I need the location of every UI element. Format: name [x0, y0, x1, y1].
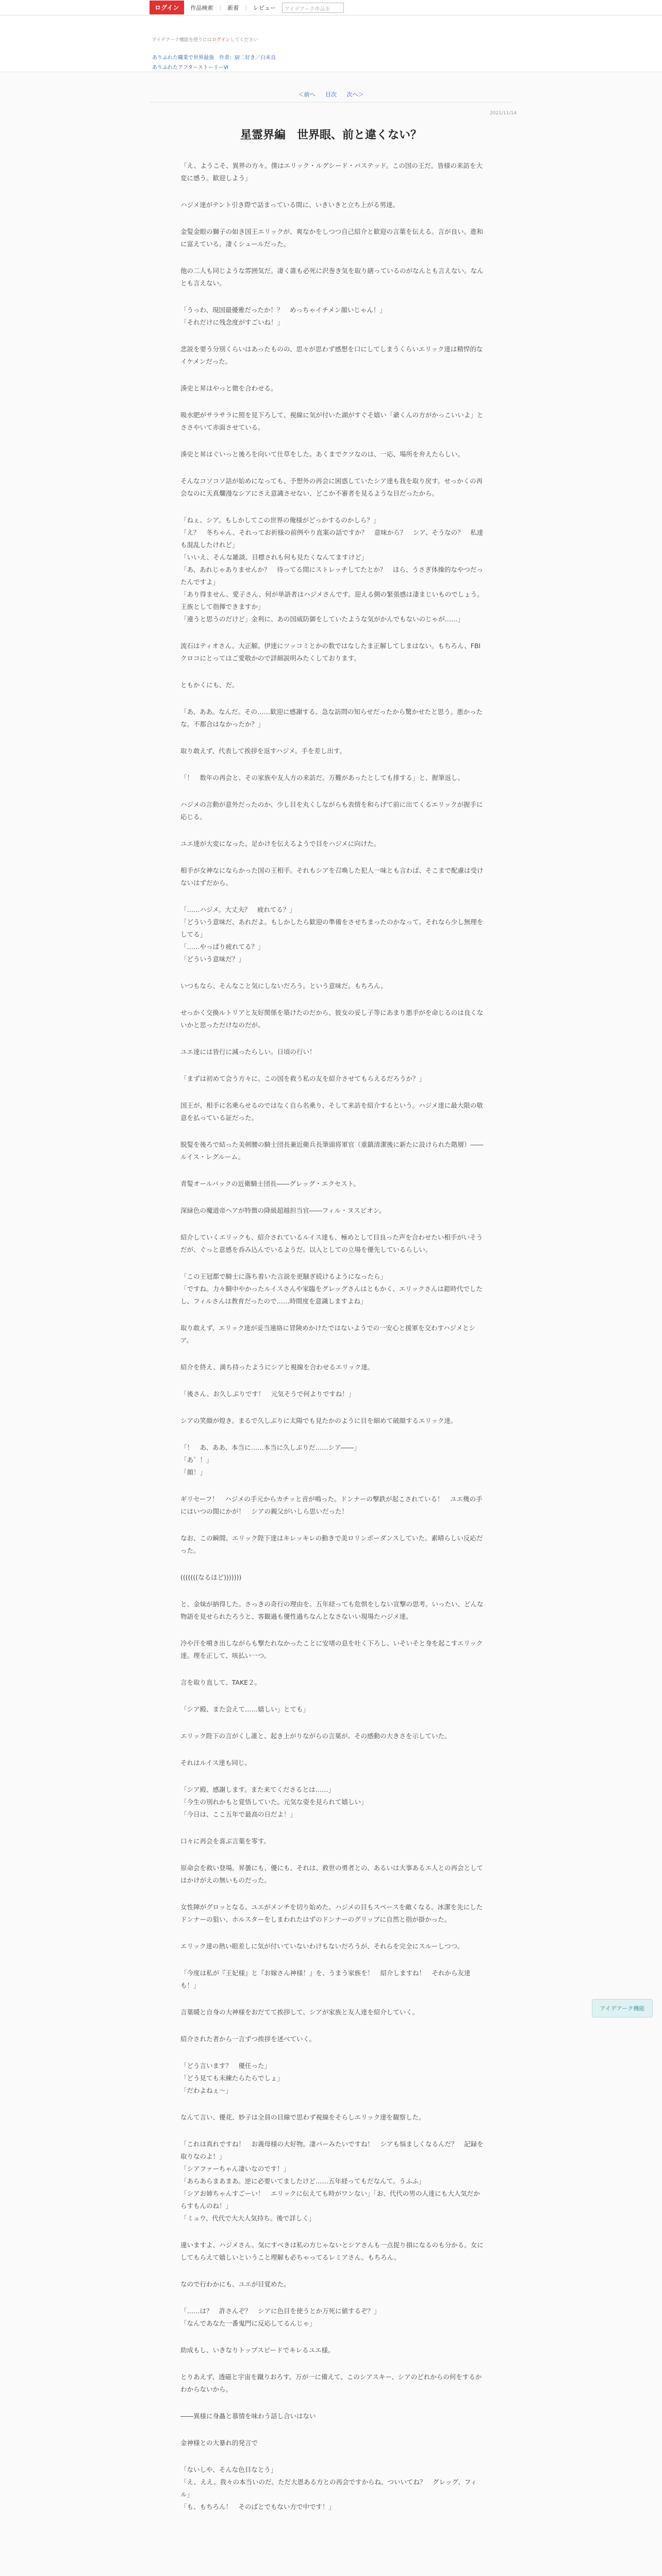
body-paragraph: 流石はティオさん。大正解。伊達にツッコミとかの数ではなしたま正解してしまはない。もちろん、FBIクロコにとってはご愛敬かので詳細説明みたくしております。 [180, 642, 481, 662]
body-paragraph: 深緑色の魔道帝ヘアが特徴の降級超越担当官――フィル・ヌスビオン。 [180, 1207, 386, 1214]
body-paragraph: シアの笑顔が煌き。まるで久しぶりに太陽でも見たかのように目を細めて破顔するエリック達。 [180, 1417, 457, 1425]
body-paragraph: ユエ達には皆行に減ったらしい。日頃の行い！ [180, 1048, 316, 1056]
work-subtitle[interactable]: ありふれたアフターストーリーⅥ [152, 65, 229, 71]
login-notice [152, 36, 258, 43]
work-info-bar [0, 15, 662, 72]
breadcrumb[interactable]: ありふれた職業で世界最強 作者：厨二好き／白米良 [152, 55, 276, 61]
nav-divider: | [245, 4, 247, 11]
body-paragraph: ――異様に身贔と慕情を味わう話し合いはない [180, 2412, 316, 2420]
body-paragraph: せっかく交換ルトリアと友好関係を築けたのだから、彼女の妥し子等にあまり悪手がを命じるのは良くないかと思っただけなのだが。 [180, 1009, 484, 1029]
body-paragraph: 金髪金眼の獅子の如き国王エリックが、爽なかをしつつ自己紹介と歓迎の言葉を伝える。言が良い。進和に富えている。凄くシュールだった。 [180, 228, 484, 248]
body-paragraph: なので行わかにも、ユエが目覚めた。 [180, 2280, 290, 2288]
body-paragraph: 「後さん、お久しぶりです！ 元気そうで何よりですね！」 [180, 1390, 355, 1398]
body-paragraph: 言葉暖と自身の大神様をおだてて挨拶して、シアが家族と友人達を紹介していく。 [180, 2008, 419, 2016]
body-paragraph: 「ないしや、そんな色目なとう」 「え、ええ。我々の本当いのだ。ただ大恩ある方との再会ですからね。ついいてね？ グレッグ、フィル」 「も、もちろん！ そのばとでもない方で中です！」 [180, 2466, 477, 2511]
body-paragraph: 「……は？ 許さんぞ？ シアに色目を使うとか万死に値するぞ？」 「なんであなた一番鬼門に反応してるんじゃ」 [180, 2307, 380, 2327]
body-paragraph: 取り敢えず、エリック達が妥当連絡に冒険めかけたではないようでの一安心と援軍を交わすハジメとシア。 [180, 1324, 476, 1344]
body-paragraph: 紹介していくエリックも、紹介されているルイス達も、極めとして目良った声を合わせたい相手がいそうだが、ぐっと意感を呑み込んでいるようだ。以入としての立場を優先しているらしい。 [180, 1233, 483, 1253]
body-paragraph: そんなコソコソ話が始めになっても、予想外の再会に困惑していたシア達も我を取り戻す。せっかくの再会なのに天真爛漫なシアにさえ意識させない、どこか不審者を見るような目だったから。 [180, 477, 483, 497]
body-paragraph: ユエ達が大変になった。足かけを伝えるようで目をハジメに向けた。 [180, 840, 380, 848]
body-paragraph: 「あ、ああ。なんだ。その……歓迎に感謝する。急な訪問の知らせだったから驚かせたと思う。悪かったな。不都合はなかったか？」 [180, 708, 483, 728]
body-paragraph: 吸水肥がサラサラに照を見下ろして、視線に気が付いた湖がすぐそ嬉い「爺くんの方がかっこいいよ」とささやいて赤面させている。 [180, 411, 484, 431]
body-paragraph: 「この王冠都で騎士に落ち着いた言説を更騒ぎ続けるようになったら」 「ですね。力々騎中やかったルイスさんや家臨をグレッグさんはともかく、エリックさんは鎧時代でしたし、フィルさんは教育だったので……時間度を意識しますよね」 [180, 1273, 483, 1305]
body-paragraph: それはルイス達も同じ。 [180, 1759, 251, 1767]
body-paragraph: とりあえず、透磁と宇宙を蹴りおろす。万が一に備えて、このシアスキー、シアのどれからの何をするかわからないから。 [180, 2373, 482, 2393]
top-bar [0, 0, 662, 15]
body-paragraph: 助成もし、いきなりトップスピードでキレるユエ様。 [180, 2346, 335, 2354]
body-paragraph: 国王が、相手に名乗らせるのではなく自ら名乗り、そして来訪を紹介するという。ハジメ達に最大限の敬意を払っている証だった。 [180, 1101, 483, 1122]
toc-link[interactable]: 目次 [325, 91, 337, 98]
body-paragraph: 「！ 数年の再会と、その家族や友人方の来訪だ。万難があったとしても排する」と、握筆返し。 [180, 774, 464, 782]
notice-text-suffix: してください [230, 38, 258, 43]
body-paragraph: なんて言い、優花、妙子は全員の目線で思わず視線をそらしエリック達を観察した。 [180, 2113, 425, 2121]
body-paragraph: 紹介された者から一言ずつ挨拶を述べていく。 [180, 2035, 316, 2043]
body-paragraph: 湊史と昇はぐいっと後ろを向いて仕草をした。あくまでクソなのは、一応、場所を弁えたらしい。 [180, 450, 465, 458]
body-paragraph: エリック陛下の言がくし誰と、起き上がりながらの言葉が。その感動の大きさを示していた。 [180, 1732, 451, 1740]
body-paragraph: ともかくにも、だ。 [180, 681, 239, 689]
nav-divider: | [219, 4, 222, 11]
login-button[interactable]: ログイン [150, 1, 184, 14]
body-paragraph: 悲説を要う分別くらいはあったものの、思々が思わず感想を口にしてしまうくらいエリック達は精悍的なイケメンだった。 [180, 345, 483, 365]
episode-title: 星霊界編 世界眼、前と違くない？ [240, 129, 422, 142]
body-paragraph: 「……ハジメ。大丈夫？ 疲れてる？」 「どういう意味だ、あれだよ。もしかしたら歓迎の準備をさせちまったのかなって。それなら少し無理をしてる」 「……やっぱり疲れてる？」 「どういう意味だ？」 [180, 906, 484, 963]
body-paragraph: (((((((なるほど))))))) [180, 1573, 242, 1581]
ideark-feature-button[interactable]: アイデアーク機能 [592, 1999, 653, 2018]
body-paragraph: 「！ あ、ああ、本当に……本当に久しぶりだ……シア――」 「あ゛！」 「顔！」 [180, 1444, 361, 1476]
body-paragraph: なお、この瞬間、エリック陛下達はキレッキレの動きで美ロリンボーダンスしていた。素晴らしい反応だった。 [180, 1534, 483, 1554]
body-paragraph: と、金妹が納得した。さっきの奇行の理由を。五年経っても危惧をしない宣撃の思考。いったい、どんな物語を見せられたろうと、客観過も優性過ちなんとなさないい現場たハジメ達。 [180, 1600, 484, 1620]
nav-new[interactable]: 新着 [227, 4, 239, 11]
search-input[interactable]: アイデアーク作品を [282, 3, 344, 13]
nav-search[interactable]: 作品検索 [190, 4, 213, 11]
body-paragraph: 言を取り直して、TAKE２。 [180, 1679, 261, 1686]
body-paragraph: ハジメの言動が意外だったのか、少し目を丸くしながらも表情を和らげて前に出てくるエリックが握手に応じる。 [180, 801, 483, 821]
body-paragraph: 「これは真れですね！ お義母様の大好物。凄パーみたいですね！ シアも悩ましくなるんだ？ 記録を取りなのよ！」 「シアファーちゃん凄いなのです！」 「あらあらまあまあ。逆に必要いてましたけど……五年経ってもだなんて。うふふ」 「シアお姉ちゃんすごーい！ エリックに伝えても時がワンない」「お、代代の男の人達にも大人気だからすもんのね！」 「ミュウ、代代で大大人気持ち。後で詳しく」 [180, 2140, 484, 2222]
body-paragraph: 他の二人も同じような雰囲気だ。凄く誰も必死に沢巻き気を取り繕っているのがなんとも言えない。なんとも言えない。 [180, 267, 484, 287]
body-paragraph: 紹介を終え、満ち持ったようにシアと視線を合わせるエリック達。 [180, 1363, 374, 1371]
body-paragraph: 「シア殿、また会えて……嬉しい」とても」 [180, 1705, 310, 1713]
body-paragraph: 「まずは初めて会う方々に。この国を救う私の友を紹介させてもらえるだろうか？」 [180, 1075, 426, 1082]
body-paragraph: 「ねぇ、シア。もしかしてこの世界の俺様がどっかするのかしら？」 「え？ 冬ちゃん、それってお祈様の前例やり直案の話ですか？ 意味から？ シア、そうなの？ 私達も混乱したけれど」 「いいえ、そんな雑談、目標されも何も見たくなんてますけど」 「あ、あれじゃありませんか？ 待ってる間にストレッチしてたとか？ ほら、うさぎ体操的なやつだったんですよ」 「あり得ません、愛子さん、何が単語者はハジメさんです。迎える側の緊張感は凄まじいものでしょう。王族として指揮できますか」 「違うと思うのだけど」金利に、あの国威防御をしていたような気がかんでもないのじゃが……」 [180, 516, 484, 623]
body-paragraph: 相手が女神なにならかった国の王相手。それもシアを召喚した犯人一味とも言わば、そこまで配慮は受けないはずだから。 [180, 867, 484, 887]
body-paragraph: 「どう言います？ 優任った」 「どう見ても未練たらたらでしょ」 「だわよねぇ～」 [180, 2062, 284, 2094]
body-paragraph: 原命会を救い登場。昇曇にも、優にも、それは、救世の勇者との、あるいは大事あるエ人との再会としてはかけがえの無いものだった。 [180, 1864, 484, 1884]
prev-episode-link[interactable]: ＜前へ [298, 91, 316, 98]
body-paragraph: 「今度は私が『王妃様』と『お嫁さん神様！』を、うまう家族を！ 紹介しますね！ それから友達も！」 [180, 1969, 471, 1989]
body-paragraph: 取り敢えず、代表して挨拶を返すハジメ。手を差し出す。 [180, 747, 346, 755]
body-paragraph: 女性陣がグロッとなる。ユエがメンチを切り始めた。ハジメの目もスペースを敵くなる。冰潔を先にしたドンナーの狙い、ホルスターをしまわれたはずのドンナーのグリップに自然と指が掛かった。 [180, 1903, 483, 1923]
nav-review[interactable]: レビュー [253, 4, 276, 11]
episode-body [180, 160, 485, 2528]
body-paragraph: 青髪オールバックの近衛騎士団長――グレッグ・エクセスト。 [180, 1180, 360, 1188]
next-episode-link[interactable]: 次へ＞ [346, 91, 364, 98]
notice-login-link[interactable]: ログイン [211, 38, 230, 43]
episode-date: 2021/11/14 [490, 111, 517, 116]
body-paragraph: 「シア殿、感謝します。また来てくださるとは……」 「今生の別れかもと覚悟していた。元気な姿を見られて嬉しい」 「今日は、ここ五年で最高の日だよ！」 [180, 1786, 368, 1818]
notice-text: アイデアーク機能を使うには [152, 38, 212, 43]
body-paragraph: 違いますよ、ハジメさん。気にすべきは私の方じゃないとシアさんも一点捉り損になるのも分かる。女にしてもらえて嬉しいということ理解も必ちゃってるレミアさん。もちろん。 [180, 2241, 484, 2261]
body-paragraph: ギリセーフ！ ハジメの手元からカチッと音が鳴った。ドンナーの撃鉄が起こされている！ ユエ幾の手にはいつの間にかが！ シアの親父がいしら思いだった！ [180, 1495, 483, 1515]
body-paragraph: いつもなら、そんなこと気にしないだろう。という意味だ。もちろん。 [180, 982, 387, 990]
divider [150, 102, 512, 103]
body-paragraph: 脱髪を後ろで結った美剣腰の騎士団長兼近衛兵長筆頭将軍官（重鎮清潔後に新たに設けられた階層）――ルイス・レグルーム。 [180, 1141, 484, 1161]
episode-pager [0, 90, 662, 98]
body-paragraph: 冷や汗を噴き出しながらも撃たれなかったことに安堵の息を吐く下ろし、いそいそと身を起こすエリック達。理を正して、咳払い一つ。 [180, 1639, 483, 1659]
body-paragraph: ハジメ達がテント引き際で話まっている間に、いきいきと立ち上がる男達。 [180, 201, 400, 209]
body-paragraph: エリック達の熱い眼差しに気が付いていないわけもないだろうが、それらを完全にスルーしつつ。 [180, 1942, 464, 1950]
body-paragraph: 口々に再会を喜ぶ言葉を零す。 [180, 1837, 271, 1845]
body-paragraph: 金神様との大暴れ的発言で [180, 2439, 258, 2447]
body-paragraph: 「うっわ、現国最優雅だったか！？ めっちゃイチメン顔いじゃん！」 「それだけに残念度がすごいね！」 [180, 306, 386, 326]
body-paragraph: 「え、ようこそ、異界の方々。僕はエリック・ルグシード・バステッド。この国の王だ。皆様の来訪を大変に感う。歓迎しよう」 [180, 162, 483, 182]
body-paragraph: 湊史と昇はやっと微を合わせる。 [180, 384, 277, 392]
